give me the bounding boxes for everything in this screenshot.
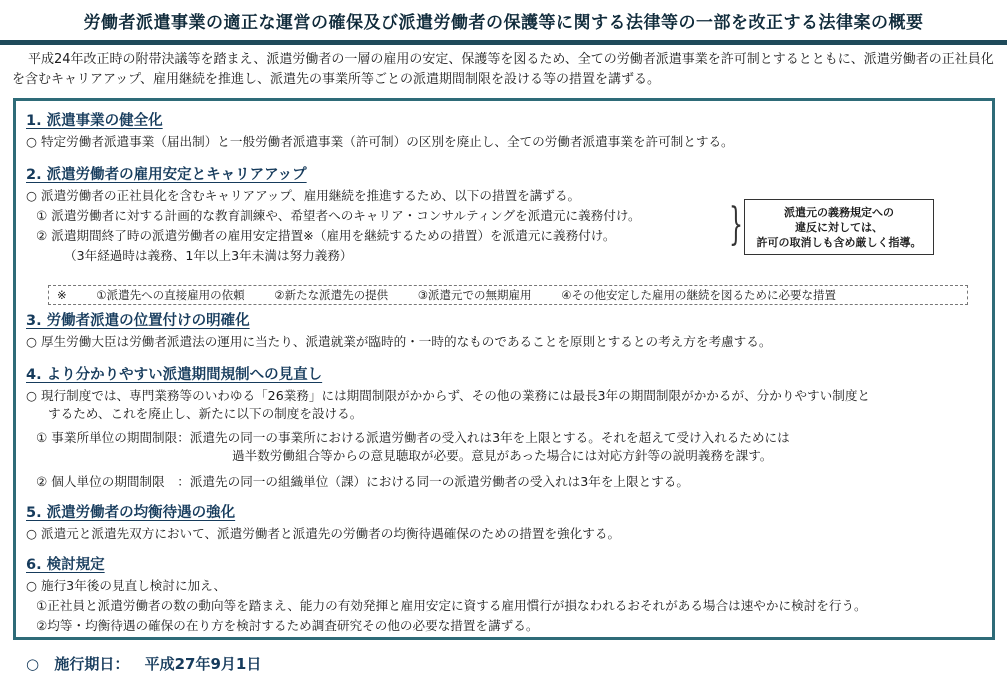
section-6-line-2: ①正社員と派遣労働者の数の動向等を踏まえ、能力の有効発揮と雇用安定に資する雇用慣行が損なわれるおそれがある場合は速やかに検討を行う。 — [36, 598, 867, 613]
section-3-line-1: ○ 厚生労働大臣は労働者派遣法の運用に当たり、派遣就業が臨時的・一時的なものであることを原則とするとの考え方を考慮する。 — [26, 334, 772, 349]
section-4-line-1: ○ 現行制度では、専門業務等のいわゆる「26業務」には期間制限がかからず、その他の業務には最長3年の期間制限がかかるが、分かりやすい制度と — [26, 388, 871, 403]
enforcement-note — [744, 199, 934, 255]
effective-date-label: 施行期日： — [54, 655, 130, 673]
section-2-line-3: ② 派遣期間終了時の派遣労働者の雇用安定措置※（雇用を継続するための措置）を派遣元に義務付け。 — [36, 228, 616, 243]
effective-date-marker: ○ — [26, 655, 40, 673]
footnote-box — [48, 285, 968, 305]
section-2-heading: 2. 派遣労働者の雇用安定とキャリアアップ — [26, 167, 307, 183]
section-1-line-1: ○ 特定労働者派遣事業（届出制）と一般労働者派遣事業（許可制）の区別を廃止し、全ての労働者派遣事業を許可制とする。 — [26, 134, 734, 149]
footnote-asterisk: ※ — [57, 288, 67, 302]
section-4-line-4: 過半数労働組合等からの意見聴取が必要。意見があった場合には対応方針等の説明義務を課す。 — [232, 448, 773, 463]
section-4-heading: 4. より分かりやすい派遣期間規制への見直し — [26, 367, 323, 383]
enforcement-note-line-1: 派遣元の義務規定への — [784, 205, 894, 219]
section-5-line-1: ○ 派遣元と派遣先双方において、派遣労働者と派遣先の労働者の均衡待遇確保のための措置を強化する。 — [26, 526, 621, 541]
title-divider — [0, 40, 1007, 45]
section-4-line-3: ① 事業所単位の期間制限：派遣先の同一の事業所における派遣労働者の受入れは3年を上限とする。それを超えて受け入れるためには — [36, 430, 790, 445]
section-6-line-1: ○ 施行3年後の見直し検討に加え、 — [26, 578, 227, 593]
section-2-line-2: ① 派遣労働者に対する計画的な教育訓練や、希望者へのキャリア・コンサルティングを派遣元に義務付け。 — [36, 208, 641, 223]
section-1-heading: 1. 派遣事業の健全化 — [26, 113, 163, 129]
enforcement-note-line-2: 違反に対しては、 — [795, 220, 883, 234]
section-2-line-4: （3年経過時は義務、1年以上3年未満は努力義務） — [64, 248, 353, 263]
section-6-line-3: ②均等・均衡待遇の確保の在り方を検討するため調査研究その他の必要な措置を講ずる。 — [36, 618, 539, 633]
section-4-line-5: ② 個人単位の期間制限 ：派遣先の同一の組織単位（課）における同一の派遣労働者の受入れは3年を上限とする。 — [36, 474, 689, 489]
section-3-heading: 3. 労働者派遣の位置付けの明確化 — [26, 313, 250, 329]
intro-paragraph: 平成24年改正時の附帯決議等を踏まえ、派遣労働者の一層の雇用の安定、保護等を図るため、全ての労働者派遣事業を許可制とするとともに、派遣労働者の正社員化を含むキャリアアップ、雇用継続を推進し、派遣先の事業所等ごとの派遣期間制限を設ける等の措置を講ずる。 — [12, 52, 994, 87]
footnote-item-3: ③派遣元での無期雇用 — [417, 288, 532, 302]
section-2-line-1: ○ 派遣労働者の正社員化を含むキャリアアップ、雇用継続を推進するため、以下の措置を講ずる。 — [26, 188, 581, 203]
document-title: 労働者派遣事業の適正な運営の確保及び派遣労働者の保護等に関する法律等の一部を改正する法律案の概要 — [83, 12, 924, 33]
enforcement-note-line-3: 許可の取消しも含め厳しく指導。 — [756, 235, 922, 249]
footnote-item-4: ④その他安定した雇用の継続を図るために必要な措置 — [561, 288, 837, 302]
content-frame — [13, 98, 995, 640]
footnote-item-1: ①派遣先への直接雇用の依頼 — [96, 288, 245, 302]
footnote-item-2: ②新たな派遣先の提供 — [274, 288, 389, 302]
section-5-heading: 5. 派遣労働者の均衡待遇の強化 — [26, 505, 236, 521]
section-4-line-2: するため、これを廃止し、新たに以下の制度を設ける。 — [48, 406, 363, 421]
effective-date-value: 平成27年9月1日 — [144, 655, 262, 673]
section-6-heading: 6. 検討規定 — [26, 557, 105, 573]
effective-date — [26, 653, 271, 674]
brace-mark: } — [729, 199, 743, 250]
